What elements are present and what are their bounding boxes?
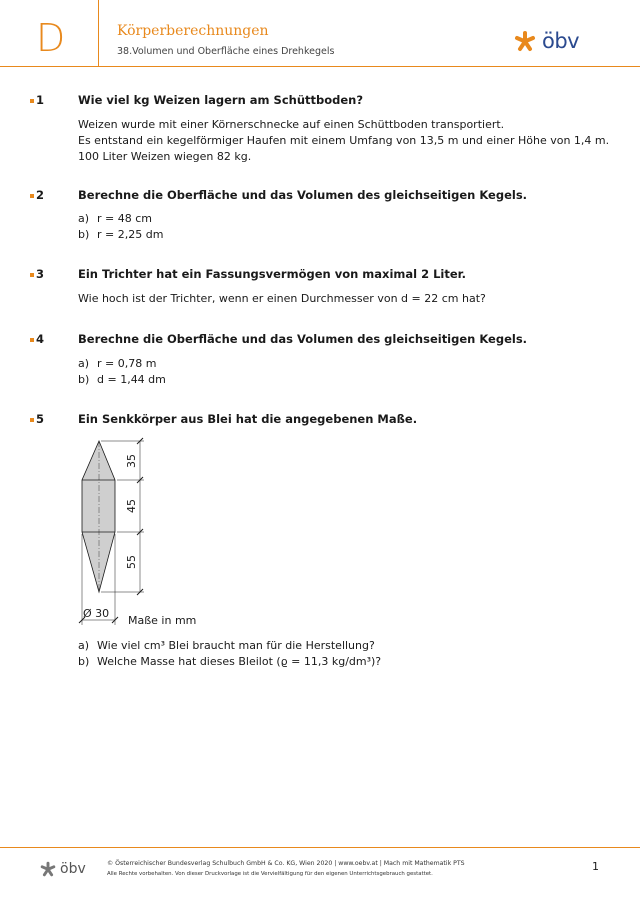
task-5-items	[78, 638, 381, 670]
sinker-body	[82, 441, 115, 592]
task-number: 5	[30, 412, 44, 426]
text-line: Weizen wurde mit einer Körnerschnecke auf einen Schüttboden transportiert.	[78, 118, 505, 131]
footer-rule	[0, 847, 640, 848]
text-line: Es entstand ein kegelförmiger Haufen mit einem Umfang von 13,5 m und einer Höhe von 1,4 m.	[78, 134, 610, 147]
subtask-b: b) Welche Masse hat dieses Bleilot (ϱ = 11,3 kg/dm³)?	[78, 655, 382, 668]
sinker-drawing	[78, 437, 228, 632]
chapter-letter: D	[36, 16, 66, 60]
publisher-name: öbv	[542, 29, 580, 53]
figure-caption: Maße in mm	[128, 614, 197, 627]
copyright-text: © Österreichischer Bundesverlag Schulbuch GmbH & Co. KG, Wien 2020 | www.oebv.at | Mach mit Mathematik PTS	[107, 860, 465, 867]
task-number: 2	[30, 188, 44, 202]
subtask-a: a) r = 48 cm	[78, 212, 152, 225]
header-divider	[98, 0, 99, 66]
page-header	[0, 0, 640, 68]
task-title: Ein Senkkörper aus Blei hat die angegebenen Maße.	[78, 412, 418, 426]
subtask-a: a) Wie viel cm³ Blei braucht man für die Herstellung?	[78, 639, 375, 652]
rights-text: Alle Rechte vorbehalten. Von dieser Druckvorlage ist die Vervielfältigung für den eigenen Unterrichtsgebrauch gestattet.	[107, 871, 433, 877]
task-title: Wie viel kg Weizen lagern am Schüttboden?	[78, 93, 364, 107]
page-title: Körperberechnungen	[117, 23, 269, 39]
text-line: 100 Liter Weizen wiegen 82 kg.	[78, 150, 252, 163]
task-number: 3	[30, 267, 44, 281]
asterisk-logo-icon	[514, 30, 536, 52]
task-items	[78, 356, 166, 388]
header-rule	[0, 66, 640, 67]
subtask-a: a) r = 0,78 m	[78, 357, 157, 370]
publisher-logo	[514, 28, 579, 54]
task-items	[78, 211, 163, 243]
page-subtitle: 38.Volumen und Oberfläche eines Drehkegels	[117, 46, 335, 57]
sinker-diagram	[78, 437, 228, 632]
task-text	[78, 117, 609, 165]
footer-logo	[40, 861, 86, 877]
asterisk-logo-icon	[40, 861, 56, 877]
task-title: Ein Trichter hat ein Fassungsvermögen von maximal 2 Liter.	[78, 267, 467, 281]
text-line: Wie hoch ist der Trichter, wenn er einen Durchmesser von d = 22 cm hat?	[78, 292, 486, 305]
task-title: Berechne die Oberfläche und das Volumen des gleichseitigen Kegels.	[78, 332, 528, 346]
dimension-top-label: 35	[125, 454, 138, 468]
task-number: 4	[30, 332, 44, 346]
diameter-label: Ø 30	[83, 607, 110, 620]
footer-publisher-name: öbv	[60, 861, 86, 877]
task-number: 1	[30, 93, 44, 107]
dimension-middle-label: 45	[125, 499, 138, 513]
subtask-b: b) d = 1,44 dm	[78, 373, 166, 386]
dimension-bottom-label: 55	[125, 555, 138, 569]
page-number: 1	[592, 860, 599, 873]
task-title: Berechne die Oberfläche und das Volumen des gleichseitigen Kegels.	[78, 188, 528, 202]
subtask-b: b) r = 2,25 dm	[78, 228, 164, 241]
task-text	[78, 291, 486, 307]
